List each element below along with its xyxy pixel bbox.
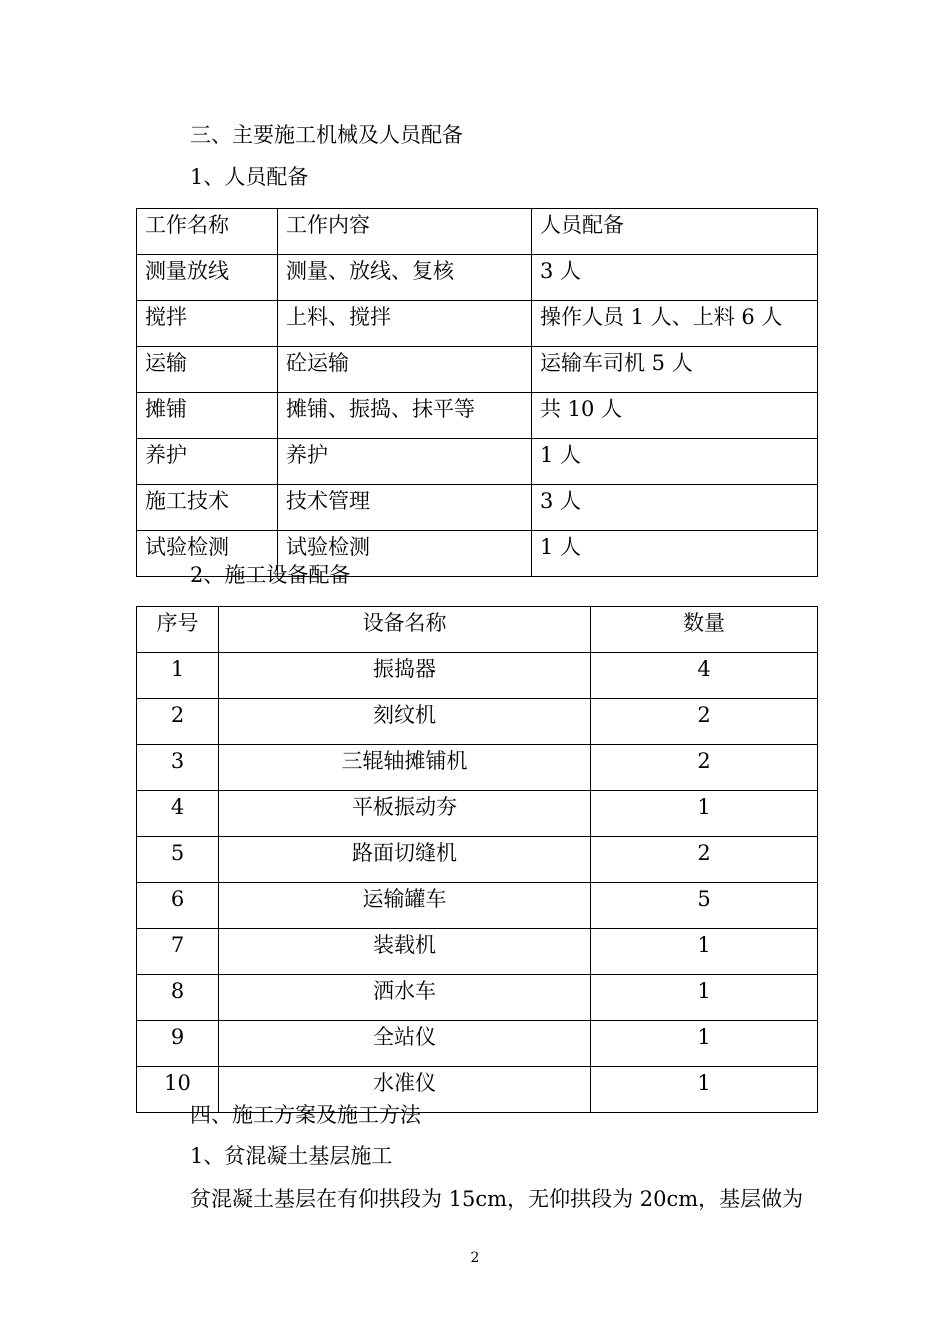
- section-3-heading: 三、主要施工机械及人员配备: [190, 123, 463, 147]
- staff-table-row: [137, 301, 818, 347]
- equipment-table-cell: 1: [591, 929, 818, 975]
- staff-table-cell: 施工技术: [137, 485, 278, 531]
- equipment-table-row: [137, 1021, 818, 1067]
- staff-table-cell: 运输: [137, 347, 278, 393]
- equipment-table-cell: 8: [137, 975, 219, 1021]
- equipment-table-row: [137, 791, 818, 837]
- equipment-table: [136, 606, 818, 1113]
- equipment-table-cell: 1: [591, 791, 818, 837]
- equipment-table-cell: 9: [137, 1021, 219, 1067]
- equipment-table-cell: 1: [591, 1067, 818, 1113]
- equipment-table-cell: 平板振动夯: [219, 791, 591, 837]
- staff-table-cell: 测量、放线、复核: [278, 255, 532, 301]
- equipment-header-cell: 数量: [591, 607, 818, 653]
- staff-table-cell: 搅拌: [137, 301, 278, 347]
- equipment-table-cell: 振捣器: [219, 653, 591, 699]
- staff-table-row: [137, 485, 818, 531]
- staff-table-cell: 试验检测: [278, 531, 532, 577]
- equipment-table-cell: 刻纹机: [219, 699, 591, 745]
- equipment-table-row: [137, 699, 818, 745]
- staff-table-cell: 技术管理: [278, 485, 532, 531]
- equipment-table-cell: 2: [591, 837, 818, 883]
- equipment-table-cell: 1: [591, 975, 818, 1021]
- staff-table-cell: 试验检测: [137, 531, 278, 577]
- equipment-table-cell: 10: [137, 1067, 219, 1113]
- staff-table-cell: 测量放线: [137, 255, 278, 301]
- equipment-table-cell: 5: [137, 837, 219, 883]
- equipment-table-cell: 装载机: [219, 929, 591, 975]
- equipment-table-row: [137, 929, 818, 975]
- equipment-table-cell: 水准仪: [219, 1067, 591, 1113]
- body-paragraph: 贫混凝土基层在有仰拱段为 15cm，无仰拱段为 20cm，基层做为: [190, 1187, 804, 1211]
- equipment-header-row: [137, 607, 818, 653]
- staff-table-cell: 共 10 人: [532, 393, 818, 439]
- equipment-table-cell: 全站仪: [219, 1021, 591, 1067]
- equipment-table-row: [137, 837, 818, 883]
- equipment-table-cell: 2: [137, 699, 219, 745]
- equipment-subheading: 2、施工设备配备: [190, 563, 351, 587]
- equipment-table-row: [137, 745, 818, 791]
- staff-header-cell: 工作名称: [137, 209, 278, 255]
- equipment-table-cell: 1: [591, 1021, 818, 1067]
- staff-table-cell: 1 人: [532, 439, 818, 485]
- staff-header-cell: 人员配备: [532, 209, 818, 255]
- staff-table-cell: 运输车司机 5 人: [532, 347, 818, 393]
- staff-table-cell: 3 人: [532, 485, 818, 531]
- staff-table: [136, 208, 818, 577]
- staff-table-cell: 养护: [137, 439, 278, 485]
- staff-table-cell: 摊铺: [137, 393, 278, 439]
- staff-table-row: [137, 393, 818, 439]
- staff-subheading: 1、人员配备: [190, 165, 309, 189]
- equipment-table-cell: 7: [137, 929, 219, 975]
- equipment-table-cell: 5: [591, 883, 818, 929]
- equipment-table-cell: 1: [137, 653, 219, 699]
- page-number: 2: [470, 1250, 480, 1266]
- equipment-table-row: [137, 975, 818, 1021]
- equipment-table-cell: 运输罐车: [219, 883, 591, 929]
- staff-table-cell: 养护: [278, 439, 532, 485]
- base-course-subheading: 1、贫混凝土基层施工: [190, 1144, 393, 1168]
- equipment-table-cell: 2: [591, 745, 818, 791]
- staff-table-cell: 1 人: [532, 531, 818, 577]
- staff-header-row: [137, 209, 818, 255]
- staff-table-cell: 操作人员 1 人、上料 6 人: [532, 301, 818, 347]
- equipment-table-cell: 2: [591, 699, 818, 745]
- section-4-heading: 四、施工方案及施工方法: [190, 1103, 421, 1127]
- staff-table-cell: 摊铺、振捣、抹平等: [278, 393, 532, 439]
- equipment-table-cell: 路面切缝机: [219, 837, 591, 883]
- equipment-table-cell: 三辊轴摊铺机: [219, 745, 591, 791]
- equipment-table-row: [137, 653, 818, 699]
- staff-table-cell: 砼运输: [278, 347, 532, 393]
- staff-table-cell: 上料、搅拌: [278, 301, 532, 347]
- equipment-table-row: [137, 883, 818, 929]
- staff-table-cell: 3 人: [532, 255, 818, 301]
- staff-header-cell: 工作内容: [278, 209, 532, 255]
- equipment-table-cell: 4: [137, 791, 219, 837]
- equipment-header-cell: 序号: [137, 607, 219, 653]
- equipment-header-cell: 设备名称: [219, 607, 591, 653]
- equipment-table-cell: 4: [591, 653, 818, 699]
- staff-table-row: [137, 255, 818, 301]
- equipment-table-cell: 3: [137, 745, 219, 791]
- equipment-table-cell: 6: [137, 883, 219, 929]
- staff-table-row: [137, 347, 818, 393]
- equipment-table-cell: 洒水车: [219, 975, 591, 1021]
- staff-table-row: [137, 439, 818, 485]
